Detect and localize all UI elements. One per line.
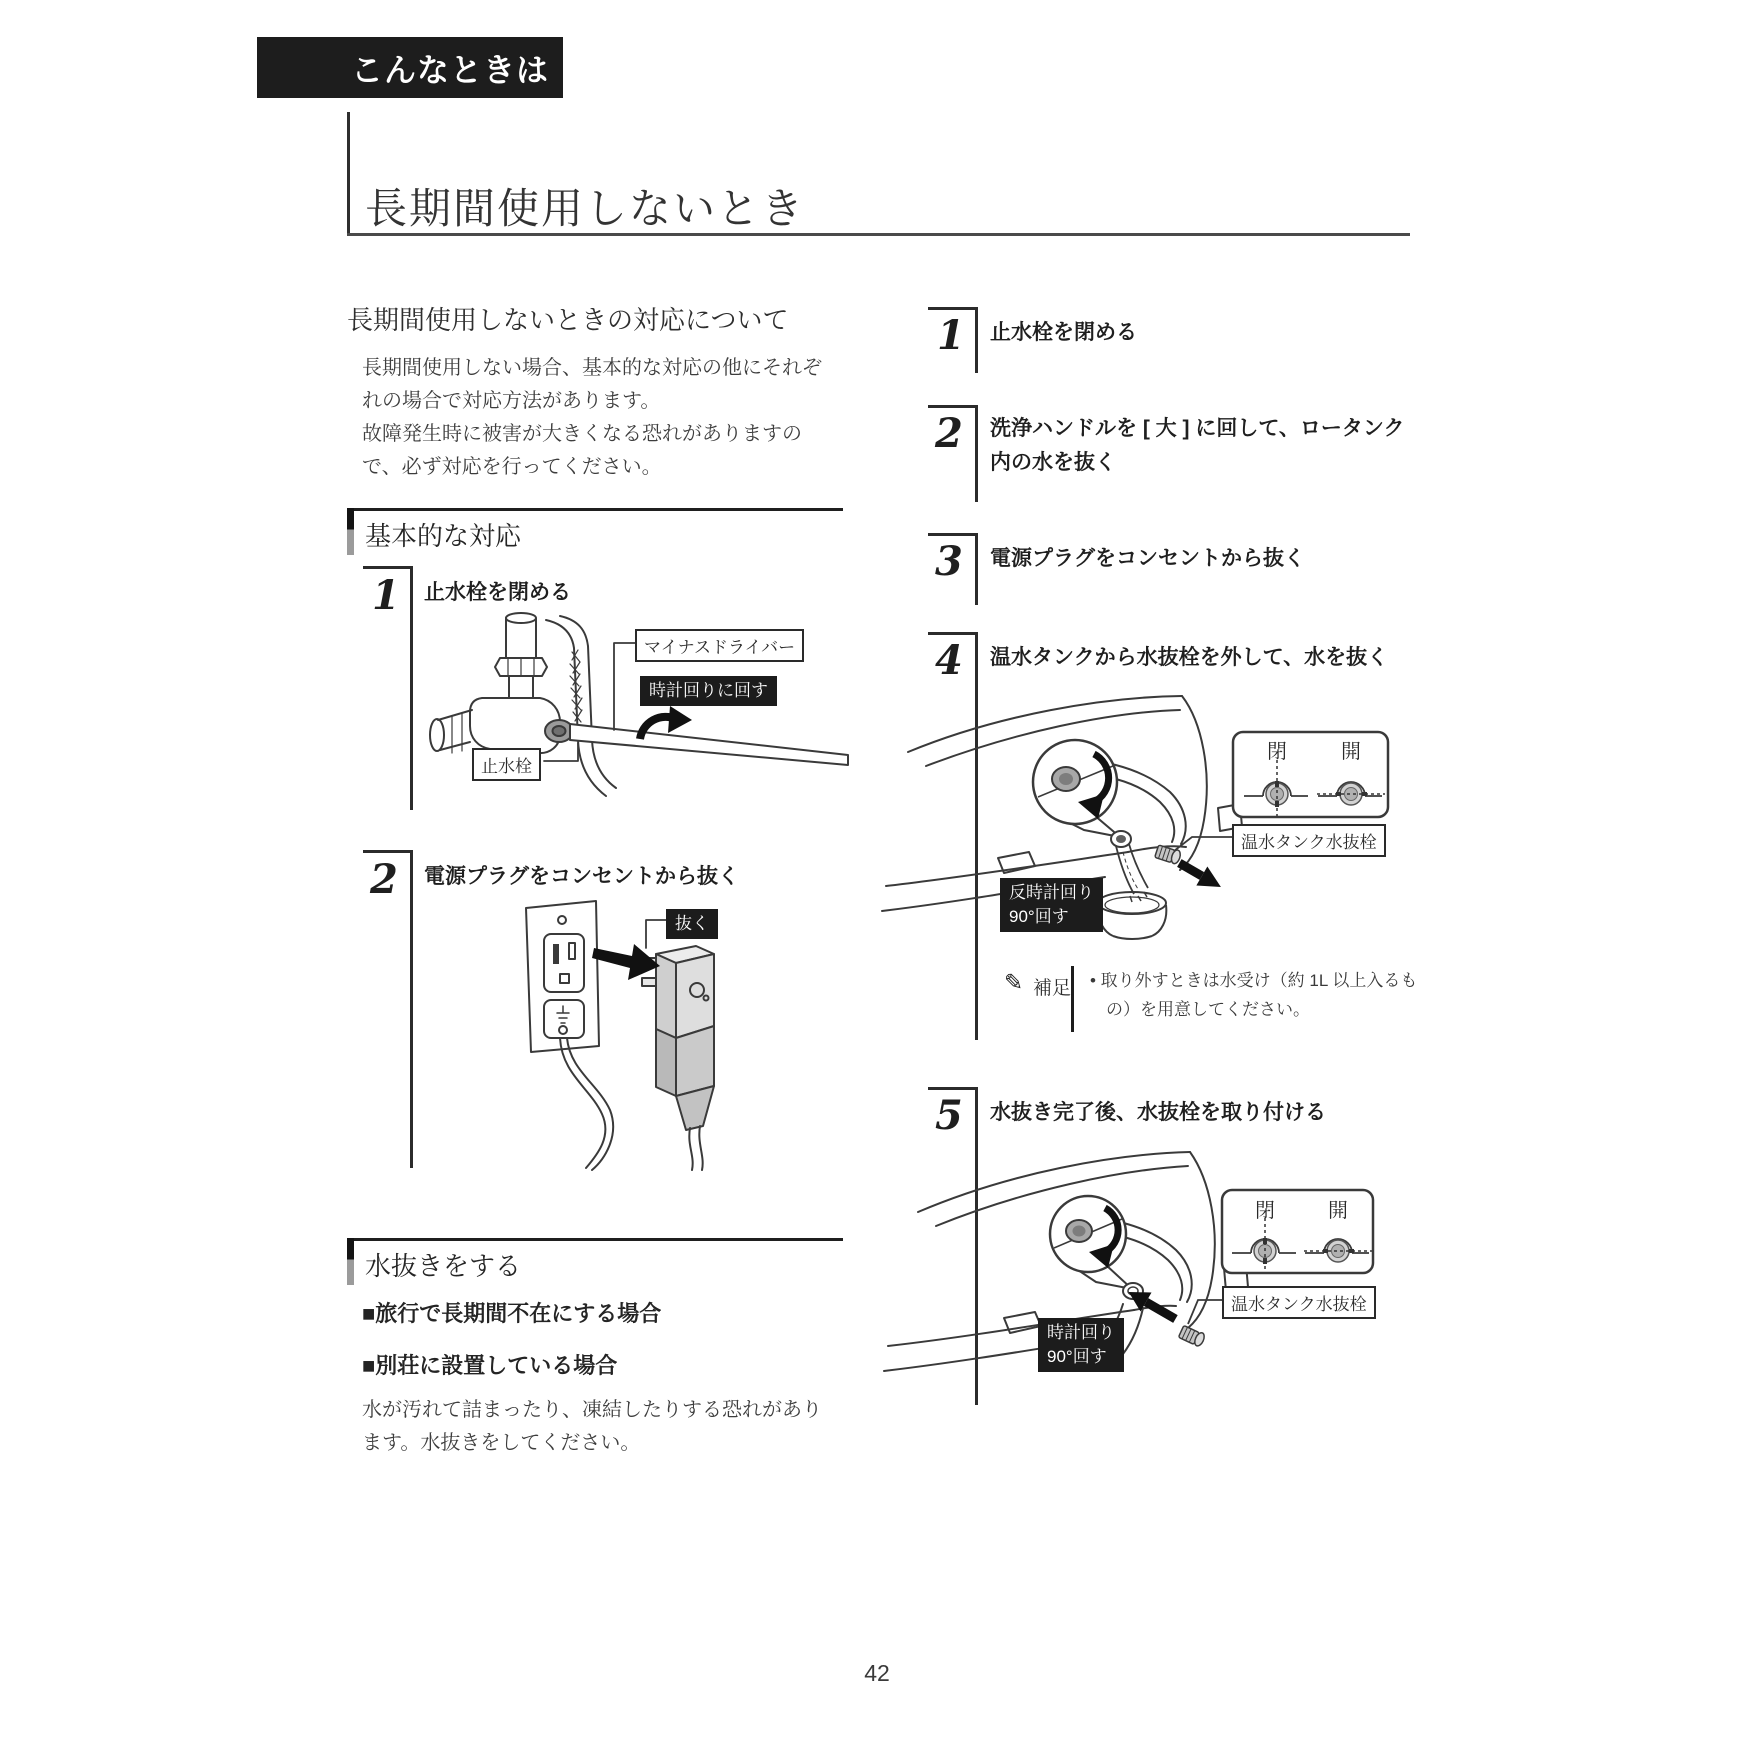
step-title: 止水栓を閉める — [990, 321, 1137, 344]
intro-paragraph-2: 故障発生時に被害が大きくなる恐れがありますので、必ず対応を行ってください。 — [362, 423, 802, 478]
step-rule — [363, 850, 411, 853]
tank-drain-plug-label: 温水タンク水抜栓 — [1232, 824, 1386, 857]
page-title: 長期間使用しないとき — [365, 185, 806, 232]
turn-clockwise-label: 時計回りに回す — [640, 676, 777, 706]
step-title: 水抜き完了後、水抜栓を取り付ける — [990, 1101, 1326, 1124]
turn-label-line2: 90°回す — [1009, 907, 1069, 926]
step-rule — [928, 1087, 976, 1090]
intro-paragraph-1: 長期間使用しない場合、基本的な対応の他にそれぞれの場合で対応方法があります。 — [362, 357, 822, 412]
tank-drain-plug-label: 温水タンク水抜栓 — [1222, 1286, 1376, 1319]
drain-paragraph: 水が汚れて詰まったり、凍結したりする恐れがあります。水抜きをしてください。 — [362, 1399, 822, 1454]
step-rule — [975, 533, 978, 605]
step-title: 電源プラグをコンセントから抜く — [424, 865, 739, 888]
drain-section-rule — [347, 1238, 843, 1241]
turn-counterclockwise-label — [1000, 878, 1103, 932]
section-banner — [257, 37, 563, 98]
step-rule — [928, 632, 976, 635]
basic-section-rule — [347, 508, 843, 511]
step-title: 止水栓を閉める — [424, 581, 571, 604]
intro-heading: 長期間使用しないときの対応について — [347, 305, 789, 335]
power-plug-illustration — [450, 898, 790, 1172]
step-rule — [928, 405, 976, 408]
stop-valve-label: 止水栓 — [472, 748, 541, 781]
step-rule — [975, 307, 978, 373]
case-villa-heading: ■別荘に設置している場合 — [362, 1353, 618, 1378]
step-title: 温水タンクから水抜栓を外して、水を抜く — [990, 646, 1389, 669]
pencil-icon: ✎ — [1004, 969, 1024, 995]
step-title: 洗浄ハンドルを [ 大 ] に回して、ロータンク内の水を抜く — [990, 417, 1405, 474]
step-rule — [975, 405, 978, 502]
step-number: 3 — [935, 538, 963, 585]
step-number: 5 — [935, 1092, 963, 1139]
turn-label-line2: 90°回す — [1047, 1347, 1107, 1366]
inset-open-label: 開 — [1328, 1200, 1348, 1222]
pull-out-arrow-icon — [592, 944, 660, 980]
remove-arrow-icon — [1174, 853, 1227, 896]
basic-section-heading: 基本的な対応 — [365, 521, 522, 551]
step-rule — [410, 566, 413, 810]
turn-label-line1: 反時計回り — [1009, 883, 1094, 902]
drain-section-bar — [347, 1238, 354, 1285]
inset-closed-label: 閉 — [1267, 741, 1287, 763]
screwdriver-shaft — [570, 724, 848, 765]
banner-label: こんなときは — [350, 51, 549, 88]
turn-clockwise-label — [1038, 1318, 1124, 1372]
case-travel-heading: ■旅行で長期間不在にする場合 — [362, 1301, 662, 1326]
screwdriver-label: マイナスドライバー — [635, 629, 804, 662]
page-number: 42 — [864, 1660, 890, 1686]
step-number: 2 — [935, 410, 963, 457]
note-divider — [1071, 966, 1074, 1032]
step-number: 1 — [372, 572, 400, 619]
pull-out-label: 抜く — [666, 909, 718, 939]
step-rule — [928, 307, 976, 310]
label-leader-line — [646, 920, 666, 948]
drain-plug — [1178, 1325, 1206, 1348]
note-text: • 取り外すときは水受け（約 1L 以上入るもの）を用意してください。 — [1090, 971, 1418, 1019]
title-underline — [347, 233, 1410, 236]
step-number: 4 — [935, 637, 963, 684]
inset-closed-label: 閉 — [1255, 1200, 1275, 1222]
label-leader-line — [614, 643, 636, 730]
drain-section-heading: 水抜きをする — [365, 1251, 522, 1281]
valve-position-inset — [1222, 1190, 1373, 1273]
step-rule — [928, 533, 976, 536]
turn-label-line1: 時計回り — [1047, 1323, 1115, 1342]
title-left-rule — [347, 112, 350, 235]
basic-section-bar — [347, 508, 354, 555]
inset-open-label: 開 — [1341, 741, 1361, 763]
tank-attach-illustration — [880, 1140, 1410, 1420]
valve-position-inset — [1233, 732, 1388, 817]
clockwise-arrow-icon — [668, 706, 692, 733]
note-label: 補足 — [1033, 978, 1072, 999]
step-title: 電源プラグをコンセントから抜く — [990, 547, 1305, 570]
step-number: 1 — [937, 312, 965, 359]
basin — [1098, 892, 1166, 914]
step-rule — [363, 566, 411, 569]
step-number: 2 — [370, 856, 398, 903]
water-stream — [1116, 844, 1148, 894]
step-rule — [410, 850, 413, 1168]
